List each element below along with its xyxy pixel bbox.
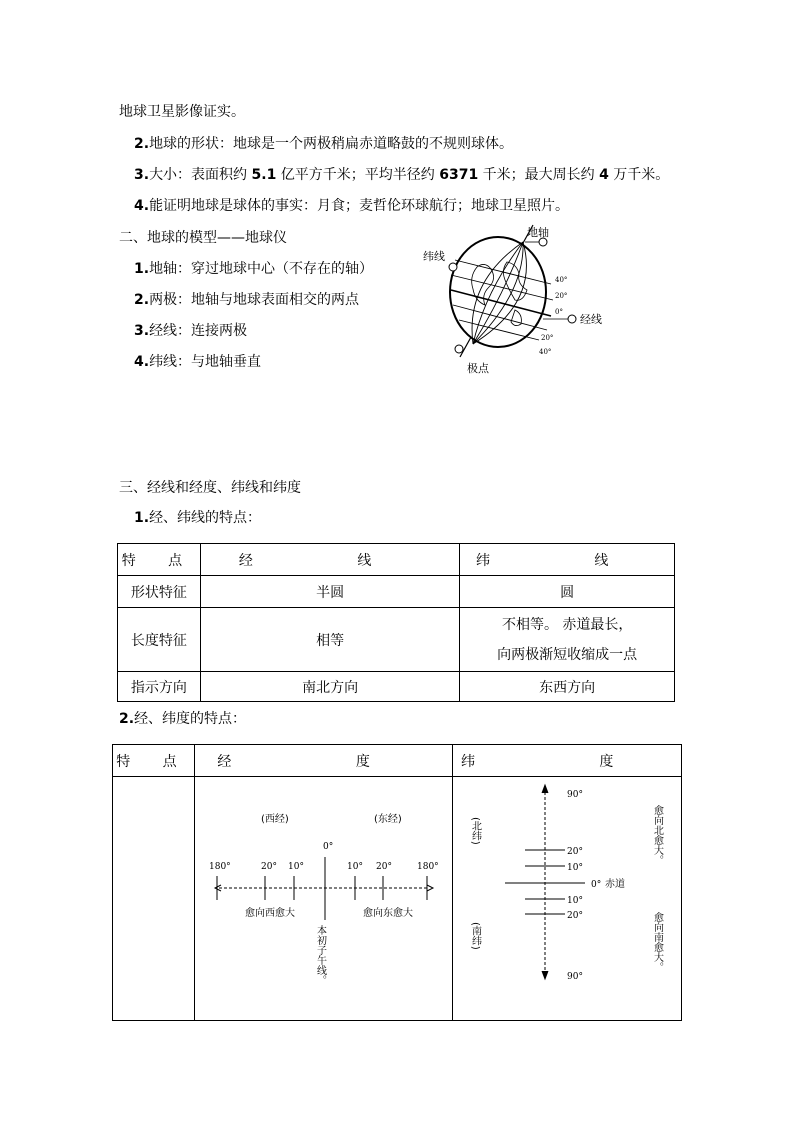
prime-meridian-label: 本初子午线。 xyxy=(314,925,326,985)
tick-label-east-20: 20° xyxy=(375,862,392,872)
paragraph-2 xyxy=(134,135,513,153)
globe-parallel-label: 纬线 xyxy=(423,250,445,263)
item-2-text: 两极：地轴与地球表面相交的两点 xyxy=(149,292,360,308)
tick-label-west-10: 10° xyxy=(287,862,304,872)
cell-parallel-length xyxy=(460,608,675,672)
paragraph-3-text-g: 万千米。 xyxy=(608,167,670,183)
table2-header-latitude: 纬 度 xyxy=(453,745,682,777)
paragraph-3-number: 3. xyxy=(134,167,150,183)
paragraph-1: 地球卫星影像证实。 xyxy=(119,104,245,120)
east-increase-note: 愈向东愈大 xyxy=(362,908,413,919)
sub-2-number: 2. xyxy=(119,711,135,727)
lat-tick-n20: 20° xyxy=(567,847,584,857)
north-latitude-label: (北纬) xyxy=(469,817,481,845)
item-1-text: 地轴：穿过地球中心（不存在的轴） xyxy=(149,261,374,277)
globe-deg-4: 20° xyxy=(541,334,554,342)
longitude-diagram xyxy=(197,777,452,1017)
lat-tick-0: 0° xyxy=(591,880,602,890)
globe-deg-1: 40° xyxy=(555,276,568,284)
lat-tick-n10: 10° xyxy=(567,863,584,873)
tick-label-east-180: 180° xyxy=(416,862,439,872)
paragraph-3-text-a: 大小：表面积约 xyxy=(149,167,252,183)
section-3-heading: 三、经线和经度、纬线和纬度 xyxy=(119,480,301,496)
globe-pole-label: 极点 xyxy=(467,362,489,375)
lat-tick-s10: 10° xyxy=(567,896,584,906)
lines-feature-table xyxy=(117,543,675,702)
tick-label-west-20: 20° xyxy=(260,862,277,872)
equator-label: 赤道 xyxy=(605,879,626,890)
table1-header-row xyxy=(118,544,675,576)
globe-axis-label: 地轴 xyxy=(527,226,549,239)
row-label-length: 长度特征 xyxy=(118,608,201,672)
globe-meridian-label: 经线 xyxy=(580,313,602,326)
west-increase-note: 愈向西愈大 xyxy=(244,908,295,919)
paragraph-2-text: 地球的形状：地球是一个两极稍扁赤道略鼓的不规则球体。 xyxy=(149,136,514,152)
paragraph-3-circumference: 4 xyxy=(599,167,609,183)
globe-diagram xyxy=(415,222,615,382)
east-longitude-label: (东经) xyxy=(373,814,402,825)
paragraph-4-number: 4. xyxy=(134,198,150,214)
row-label-direction: 指示方向 xyxy=(118,672,201,702)
paragraph-3-text-e: 千米；最大周长约 xyxy=(478,167,600,183)
cell-meridian-shape: 半圆 xyxy=(200,576,460,608)
north-increase-note: 愈向北愈大。 xyxy=(651,805,663,865)
sub-1-number: 1. xyxy=(134,510,150,526)
paragraph-3-area: 5.1 xyxy=(251,167,277,183)
section-2-item-2 xyxy=(134,291,359,309)
paragraph-4-text: 能证明地球是球体的事实：月食；麦哲伦环球航行；地球卫星照片。 xyxy=(149,198,570,214)
item-4-number: 4. xyxy=(134,354,150,370)
paragraph-3-text-c: 亿平方千米；平均半径约 xyxy=(276,167,440,183)
item-3-number: 3. xyxy=(134,323,150,339)
section-2-item-4 xyxy=(134,353,261,371)
paragraph-3-radius: 6371 xyxy=(439,167,479,183)
table1-header-feature: 特 点 xyxy=(118,544,201,576)
table-row xyxy=(118,672,675,702)
globe-deg-5: 40° xyxy=(539,348,552,356)
west-longitude-label: (西经) xyxy=(260,814,289,825)
section-2-item-1 xyxy=(134,260,373,278)
table1-header-parallel: 纬 线 xyxy=(460,544,675,576)
section-3-sub-2 xyxy=(119,710,246,728)
section-3-sub-1 xyxy=(134,509,261,527)
cell-parallel-shape: 圆 xyxy=(460,576,675,608)
table-row xyxy=(113,777,682,1021)
table2-header-feature: 特 点 xyxy=(113,745,195,777)
lat-tick-s20: 20° xyxy=(567,911,584,921)
row-label-shape: 形状特征 xyxy=(118,576,201,608)
parallel-length-line-2: 向两极渐短收缩成一点 xyxy=(497,646,638,663)
cell-meridian-direction: 南北方向 xyxy=(200,672,460,702)
item-3-text: 经线：连接两极 xyxy=(149,323,248,339)
cell-meridian-length: 相等 xyxy=(200,608,460,672)
south-latitude-label: (南纬) xyxy=(469,922,481,950)
tick-label-west-180: 180° xyxy=(208,862,231,872)
item-2-number: 2. xyxy=(134,292,150,308)
paragraph-4 xyxy=(134,197,569,215)
table2-header-longitude: 经 度 xyxy=(194,745,453,777)
longitude-diagram-cell xyxy=(194,777,453,1021)
latitude-diagram xyxy=(455,777,681,1017)
globe-deg-2: 20° xyxy=(555,292,568,300)
lat-bottom-90: 90° xyxy=(567,972,584,982)
globe-deg-3: 0° xyxy=(555,308,563,316)
sub-1-text: 经、纬线的特点： xyxy=(149,510,262,526)
parallel-length-line-1: 不相等。 赤道最长， xyxy=(501,616,633,633)
table1-header-meridian: 经 线 xyxy=(200,544,460,576)
section-2-heading: 二、地球的模型——地球仪 xyxy=(119,230,287,246)
section-2-item-3 xyxy=(134,322,247,340)
table2-header-row xyxy=(113,745,682,777)
paragraph-2-number: 2. xyxy=(134,136,150,152)
table2-empty-cell xyxy=(113,777,195,1021)
latitude-diagram-cell xyxy=(453,777,682,1021)
sub-2-text: 经、纬度的特点： xyxy=(134,711,247,727)
tick-label-east-10: 10° xyxy=(346,862,363,872)
table-row xyxy=(118,576,675,608)
zero-longitude-label: 0° xyxy=(322,842,334,852)
degree-feature-table xyxy=(112,744,682,1021)
paragraph-3 xyxy=(134,166,669,184)
table-row xyxy=(118,608,675,672)
cell-parallel-direction: 东西方向 xyxy=(460,672,675,702)
lat-top-90: 90° xyxy=(567,790,584,800)
item-4-text: 纬线：与地轴垂直 xyxy=(149,354,262,370)
south-increase-note: 愈向南愈大。 xyxy=(651,912,663,972)
item-1-number: 1. xyxy=(134,261,150,277)
